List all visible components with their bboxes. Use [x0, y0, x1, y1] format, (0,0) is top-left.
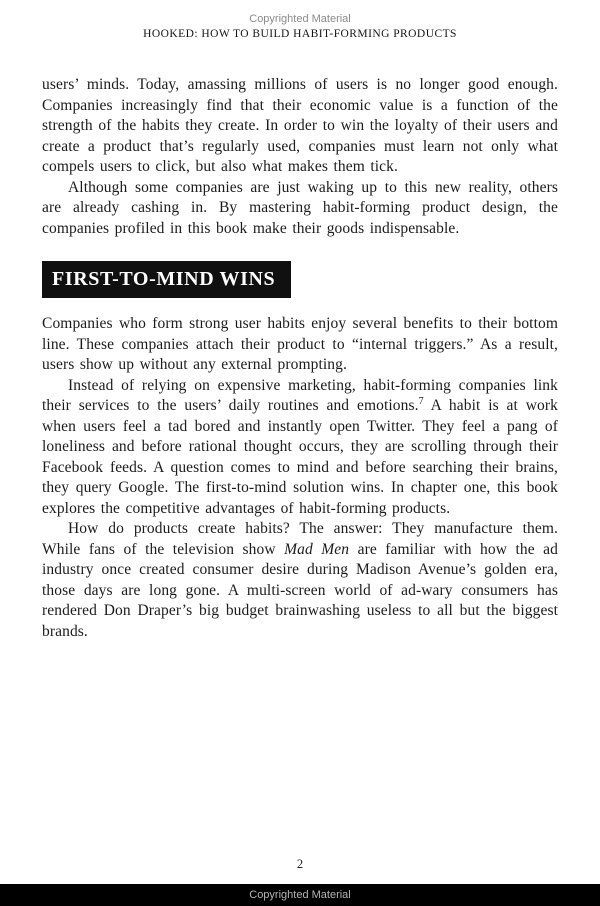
paragraph: Instead of relying on expensive marketing, habit-forming companies link their services to the users’ daily routines and emotions.$^7$ A habit is at work when users feel a tad bored and instantly open Twitter. They feel a pang of loneliness and before rational thought occurs, they are scrolling through their Facebook feeds. A question comes to mind and before searching their brains, they query Google. The first-to-mind solution wins. In chapter one, this book explores the competitive advantages of habit-forming products.: [42, 376, 558, 517]
page-number: 2: [296, 857, 304, 871]
paragraph: Although some companies are just waking up to this new reality, others are already cashing in. By mastering habit-forming product design, the companies profiled in this book make their goods indispensable.: [42, 178, 558, 237]
copyright-notice-top: Copyrighted Material: [249, 13, 351, 25]
paragraph: users’ minds. Today, amassing millions of users is no longer good enough. Companies increasingly find that their economic value is a function of the strength of the habits they create. In order to win the loyalty of their users and create a product that’s regularly used, companies must learn not only what compels users to click, but also what makes them tick.: [42, 76, 558, 175]
text-block-main: [42, 314, 558, 642]
bottom-copyright-bar: [0, 884, 600, 906]
copyright-notice-bottom: Copyrighted Material: [249, 889, 351, 901]
section-heading: FIRST-TO-MIND WINS: [52, 268, 276, 290]
paragraph: Companies who form strong user habits enjoy several benefits to their bottom line. These companies attach their product to “internal triggers.” As a result, users show up without any external prompting.: [42, 315, 558, 373]
running-header: HOOKED: HOW TO BUILD HABIT-FORMING PRODUCTS: [143, 28, 457, 40]
section-heading-bar: [42, 261, 291, 298]
text-block-top: [42, 75, 558, 239]
paragraph: How do products create habits? The answer: They manufacture them. While fans of the television show Mad Men are familiar with how the ad industry once created consumer desire during Madison Avenue’s golden era, those days are long gone. A multi-screen world of ad-wary consumers has rendered Don Draper’s big budget brainwashing useless to all but the biggest brands.: [42, 520, 558, 640]
